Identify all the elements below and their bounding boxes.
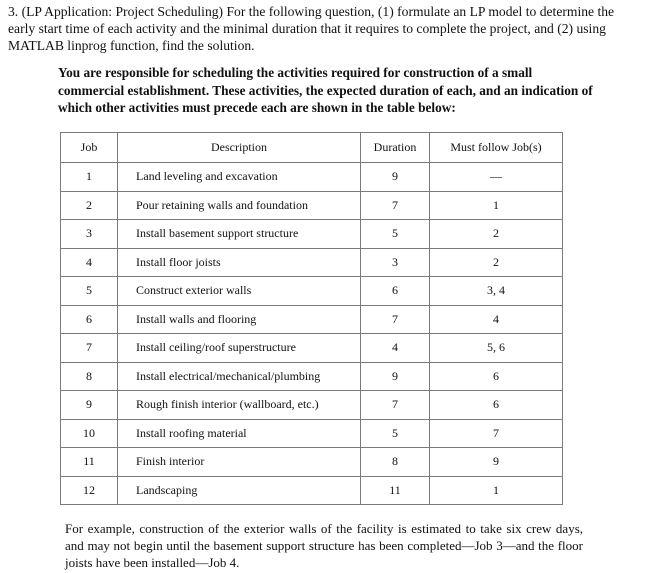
cell-duration: 3 xyxy=(361,248,430,277)
intro-text: You are responsible for scheduling the activities required for construction of a small commercial establishment. These activities, the expected duration of each, and an indication of which other activities must precede each are shown in the table below: xyxy=(58,65,593,115)
table-row xyxy=(61,391,563,420)
cell-job: 5 xyxy=(61,277,118,306)
table-row xyxy=(61,419,563,448)
cell-description: Landscaping xyxy=(136,482,198,497)
cell-job: 6 xyxy=(61,305,118,334)
cell-must-follow: 4 xyxy=(430,305,563,334)
question-text: 3. (LP Application: Project Scheduling) For the following question, (1) formulate an LP model to determine the early start time of each activity and the minimal duration that it requires to complete the project, and (2) using MATLAB linprog function, find the solution. xyxy=(8,4,615,53)
cell-description: Install basement support structure xyxy=(136,226,299,241)
cell-must-follow: 7 xyxy=(430,419,563,448)
cell-description: Install roofing material xyxy=(136,425,247,440)
header-must-follow: Must follow Job(s) xyxy=(430,133,563,163)
table-row xyxy=(61,448,563,477)
table-row xyxy=(61,476,563,505)
cell-duration: 7 xyxy=(361,191,430,220)
cell-job: 3 xyxy=(61,220,118,249)
cell-description: Finish interior xyxy=(136,454,205,469)
cell-job: 10 xyxy=(61,419,118,448)
cell-duration: 6 xyxy=(361,277,430,306)
cell-job: 12 xyxy=(61,476,118,505)
table-row xyxy=(61,220,563,249)
cell-job: 8 xyxy=(61,362,118,391)
cell-job: 1 xyxy=(61,163,118,192)
cell-job: 9 xyxy=(61,391,118,420)
cell-must-follow: 3, 4 xyxy=(430,277,563,306)
table-row xyxy=(61,305,563,334)
cell-job: 11 xyxy=(61,448,118,477)
cell-must-follow: 2 xyxy=(430,248,563,277)
cell-description: Install electrical/mechanical/plumbing xyxy=(136,368,321,383)
cell-description: Install floor joists xyxy=(136,254,221,269)
header-description: Description xyxy=(118,133,361,163)
cell-duration: 9 xyxy=(361,163,430,192)
cell-description: Construct exterior walls xyxy=(136,283,252,298)
table-row xyxy=(61,163,563,192)
cell-must-follow: 6 xyxy=(430,391,563,420)
cell-job: 7 xyxy=(61,334,118,363)
cell-must-follow: 1 xyxy=(430,191,563,220)
cell-duration: 7 xyxy=(361,391,430,420)
footer-example-text: For example, construction of the exterior walls of the facility is estimated to take six crew days, and may not begin until the basement support structure has been completed—Job 3—and the floor joists have been installed—Job 4. xyxy=(65,521,583,570)
cell-must-follow: 1 xyxy=(430,476,563,505)
table-row xyxy=(61,277,563,306)
header-duration: Duration xyxy=(361,133,430,163)
cell-description: Pour retaining walls and foundation xyxy=(136,197,308,212)
cell-must-follow: 9 xyxy=(430,448,563,477)
cell-must-follow: 5, 6 xyxy=(430,334,563,363)
cell-description: Install ceiling/roof superstructure xyxy=(136,340,296,355)
cell-duration: 9 xyxy=(361,362,430,391)
cell-must-follow: 6 xyxy=(430,362,563,391)
cell-job: 4 xyxy=(61,248,118,277)
cell-duration: 8 xyxy=(361,448,430,477)
cell-duration: 5 xyxy=(361,220,430,249)
cell-description: Install walls and flooring xyxy=(136,311,257,326)
table-row xyxy=(61,362,563,391)
table-row xyxy=(61,191,563,220)
table-row xyxy=(61,248,563,277)
header-job: Job xyxy=(61,133,118,163)
cell-job: 2 xyxy=(61,191,118,220)
cell-description: Rough finish interior (wallboard, etc.) xyxy=(136,397,319,412)
schedule-table xyxy=(60,132,563,505)
cell-must-follow: — xyxy=(430,163,563,192)
cell-duration: 4 xyxy=(361,334,430,363)
cell-description: Land leveling and excavation xyxy=(136,169,278,184)
cell-duration: 5 xyxy=(361,419,430,448)
table-row xyxy=(61,334,563,363)
table-header-row xyxy=(61,133,563,163)
cell-duration: 11 xyxy=(361,476,430,505)
cell-must-follow: 2 xyxy=(430,220,563,249)
cell-duration: 7 xyxy=(361,305,430,334)
